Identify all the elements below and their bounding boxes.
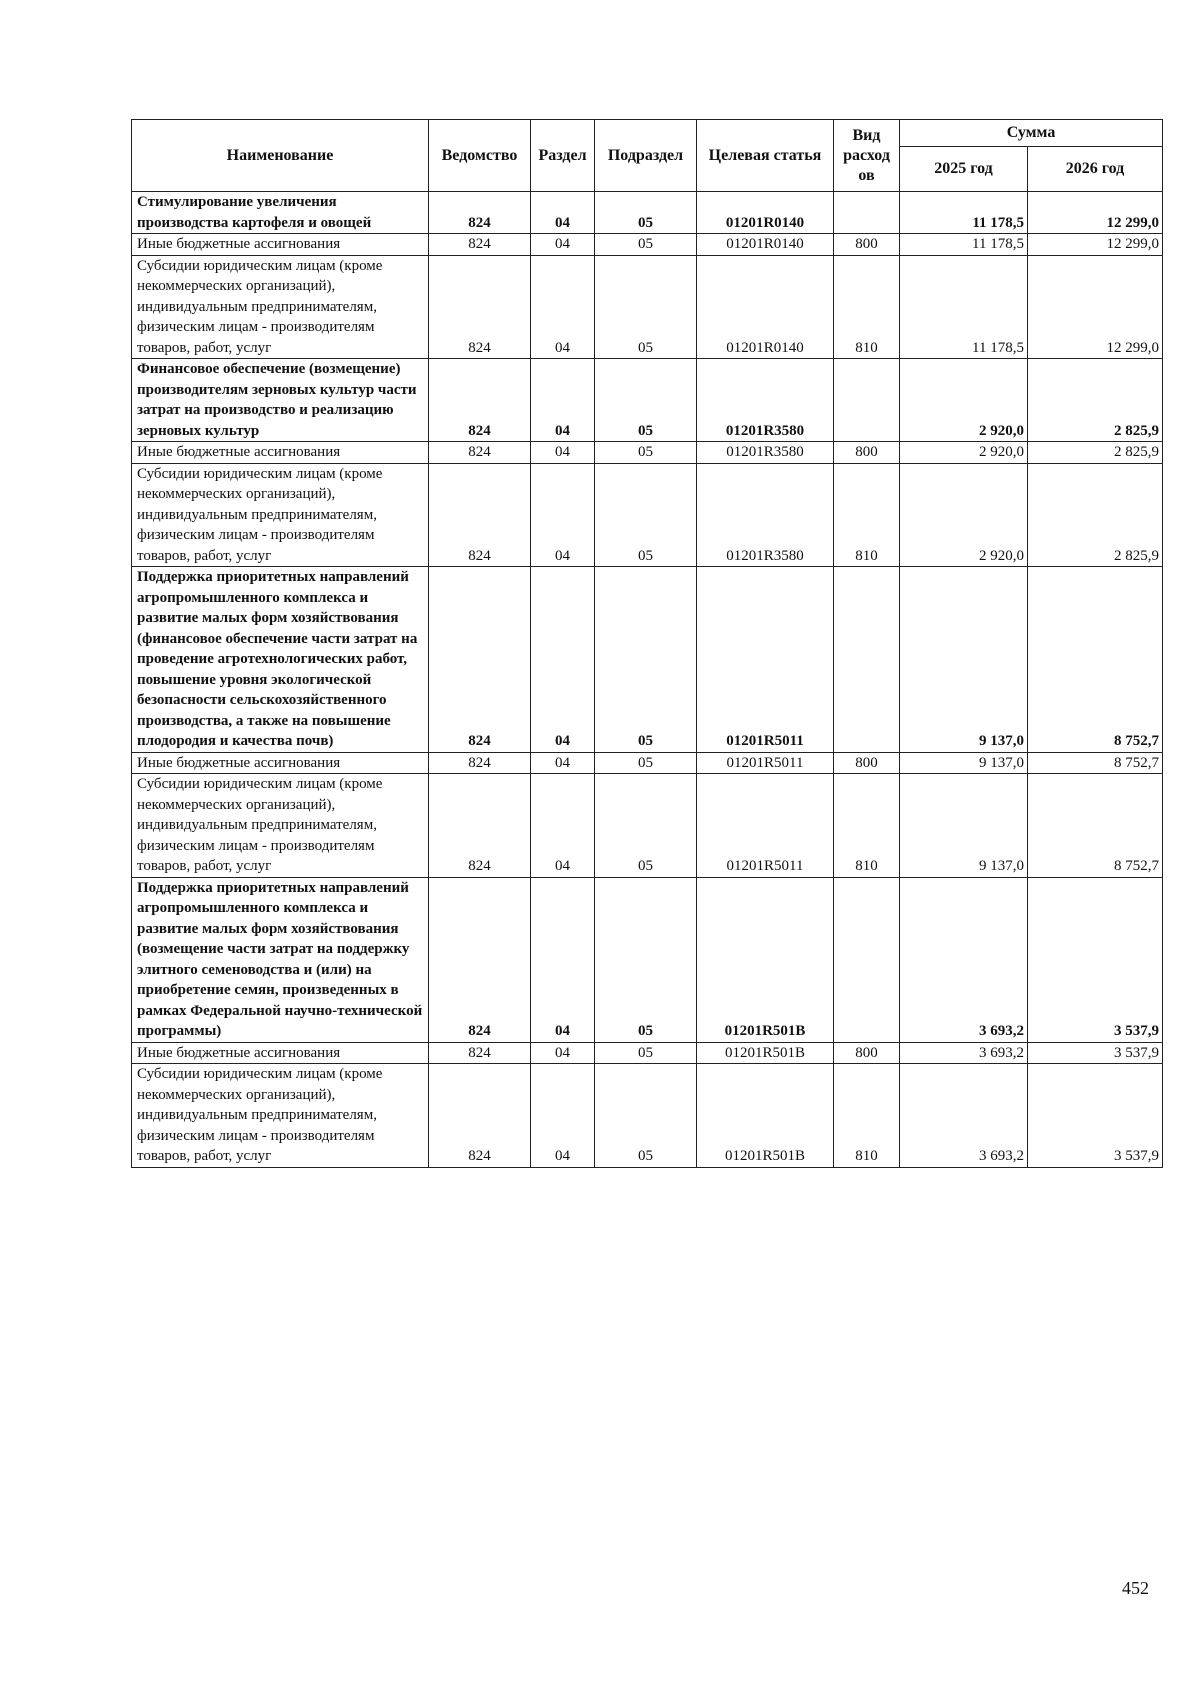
cell-sum-2026: 12 299,0 (1028, 234, 1163, 256)
header-year-2025: 2025 год (900, 147, 1028, 192)
cell-sum-2025: 2 920,0 (900, 463, 1028, 567)
cell-subsection: 05 (595, 1064, 697, 1168)
cell-subsection: 05 (595, 877, 697, 1042)
cell-target-article: 01201R0140 (697, 255, 834, 359)
cell-sum-2026: 3 537,9 (1028, 1042, 1163, 1064)
cell-name: Иные бюджетные ассигнования (132, 752, 429, 774)
cell-name: Субсидии юридическим лицам (кроме некоммерческих организаций), индивидуальным предпринимателям, физическим лицам - производителям товаров, работ, услуг (132, 255, 429, 359)
table-body (132, 192, 1163, 1168)
cell-section: 04 (531, 567, 595, 753)
cell-expense-type (834, 359, 900, 442)
table-row (132, 442, 1163, 464)
cell-expense-type (834, 877, 900, 1042)
cell-name: Иные бюджетные ассигнования (132, 234, 429, 256)
cell-section: 04 (531, 877, 595, 1042)
table-row (132, 359, 1163, 442)
cell-name: Иные бюджетные ассигнования (132, 442, 429, 464)
cell-sum-2025: 3 693,2 (900, 1064, 1028, 1168)
header-department: Ведомство (429, 120, 531, 192)
cell-department: 824 (429, 567, 531, 753)
table-row (132, 877, 1163, 1042)
cell-target-article: 01201R3580 (697, 463, 834, 567)
cell-name: Финансовое обеспечение (возмещение) производителям зерновых культур части затрат на производство и реализацию зерновых культур (132, 359, 429, 442)
header-subsection: Подраздел (595, 120, 697, 192)
cell-target-article: 01201R5011 (697, 752, 834, 774)
cell-sum-2025: 9 137,0 (900, 567, 1028, 753)
header-sum: Сумма (900, 120, 1163, 147)
budget-table (131, 119, 1163, 1168)
header-year-2026: 2026 год (1028, 147, 1163, 192)
cell-department: 824 (429, 192, 531, 234)
cell-sum-2026: 12 299,0 (1028, 255, 1163, 359)
cell-expense-type: 800 (834, 752, 900, 774)
cell-expense-type: 810 (834, 1064, 900, 1168)
cell-sum-2026: 8 752,7 (1028, 752, 1163, 774)
cell-target-article: 01201R0140 (697, 234, 834, 256)
cell-expense-type (834, 192, 900, 234)
table-row (132, 567, 1163, 753)
cell-name: Субсидии юридическим лицам (кроме некоммерческих организаций), индивидуальным предпринимателям, физическим лицам - производителям товаров, работ, услуг (132, 463, 429, 567)
cell-name: Стимулирование увеличения производства картофеля и овощей (132, 192, 429, 234)
cell-expense-type: 800 (834, 442, 900, 464)
cell-section: 04 (531, 1042, 595, 1064)
cell-department: 824 (429, 774, 531, 878)
cell-sum-2026: 2 825,9 (1028, 463, 1163, 567)
cell-sum-2025: 2 920,0 (900, 442, 1028, 464)
cell-target-article: 01201R3580 (697, 359, 834, 442)
header-name: Наименование (132, 120, 429, 192)
cell-sum-2026: 8 752,7 (1028, 774, 1163, 878)
header-expense-type: Вид расход ов (834, 120, 900, 192)
table-row (132, 752, 1163, 774)
cell-subsection: 05 (595, 774, 697, 878)
cell-subsection: 05 (595, 567, 697, 753)
cell-department: 824 (429, 359, 531, 442)
cell-sum-2026: 3 537,9 (1028, 877, 1163, 1042)
cell-subsection: 05 (595, 442, 697, 464)
cell-expense-type: 800 (834, 234, 900, 256)
cell-expense-type: 810 (834, 255, 900, 359)
cell-section: 04 (531, 359, 595, 442)
header-target-article: Целевая статья (697, 120, 834, 192)
cell-target-article: 01201R501B (697, 1042, 834, 1064)
table-row (132, 463, 1163, 567)
cell-sum-2025: 9 137,0 (900, 752, 1028, 774)
cell-name: Субсидии юридическим лицам (кроме некоммерческих организаций), индивидуальным предпринимателям, физическим лицам - производителям товаров, работ, услуг (132, 1064, 429, 1168)
cell-section: 04 (531, 255, 595, 359)
cell-expense-type: 810 (834, 774, 900, 878)
cell-sum-2026: 8 752,7 (1028, 567, 1163, 753)
table-header (132, 120, 1163, 192)
cell-sum-2026: 3 537,9 (1028, 1064, 1163, 1168)
cell-expense-type (834, 567, 900, 753)
cell-subsection: 05 (595, 1042, 697, 1064)
table-row (132, 255, 1163, 359)
cell-target-article: 01201R501B (697, 877, 834, 1042)
cell-department: 824 (429, 877, 531, 1042)
cell-section: 04 (531, 774, 595, 878)
cell-sum-2025: 11 178,5 (900, 255, 1028, 359)
cell-target-article: 01201R5011 (697, 567, 834, 753)
table-row (132, 192, 1163, 234)
cell-target-article: 01201R3580 (697, 442, 834, 464)
cell-expense-type: 800 (834, 1042, 900, 1064)
cell-sum-2026: 2 825,9 (1028, 359, 1163, 442)
cell-name: Поддержка приоритетных направлений агропромышленного комплекса и развитие малых форм хозяйствования (финансовое обеспечение части затрат на проведение агротехнологических работ, повышение уровня экологической безопасности сельскохозяйственного производства, а также на повышение плодородия и качества почв) (132, 567, 429, 753)
cell-department: 824 (429, 1064, 531, 1168)
cell-sum-2025: 3 693,2 (900, 1042, 1028, 1064)
cell-subsection: 05 (595, 463, 697, 567)
cell-sum-2025: 9 137,0 (900, 774, 1028, 878)
header-section: Раздел (531, 120, 595, 192)
cell-name: Субсидии юридическим лицам (кроме некоммерческих организаций), индивидуальным предпринимателям, физическим лицам - производителям товаров, работ, услуг (132, 774, 429, 878)
cell-target-article: 01201R0140 (697, 192, 834, 234)
cell-sum-2025: 3 693,2 (900, 877, 1028, 1042)
cell-subsection: 05 (595, 359, 697, 442)
cell-department: 824 (429, 1042, 531, 1064)
cell-department: 824 (429, 463, 531, 567)
cell-sum-2025: 2 920,0 (900, 359, 1028, 442)
cell-target-article: 01201R5011 (697, 774, 834, 878)
cell-subsection: 05 (595, 255, 697, 359)
cell-subsection: 05 (595, 752, 697, 774)
cell-subsection: 05 (595, 234, 697, 256)
cell-sum-2025: 11 178,5 (900, 234, 1028, 256)
cell-department: 824 (429, 442, 531, 464)
page-number: 452 (1122, 1578, 1149, 1598)
cell-sum-2025: 11 178,5 (900, 192, 1028, 234)
table-row (132, 1064, 1163, 1168)
cell-target-article: 01201R501B (697, 1064, 834, 1168)
cell-section: 04 (531, 442, 595, 464)
cell-subsection: 05 (595, 192, 697, 234)
cell-department: 824 (429, 752, 531, 774)
table-row (132, 774, 1163, 878)
cell-section: 04 (531, 234, 595, 256)
cell-department: 824 (429, 234, 531, 256)
table-row (132, 234, 1163, 256)
cell-section: 04 (531, 192, 595, 234)
table-row (132, 1042, 1163, 1064)
cell-section: 04 (531, 752, 595, 774)
cell-name: Иные бюджетные ассигнования (132, 1042, 429, 1064)
cell-section: 04 (531, 463, 595, 567)
cell-name: Поддержка приоритетных направлений агропромышленного комплекса и развитие малых форм хозяйствования (возмещение части затрат на поддержку элитного семеноводства и (или) на приобретение семян, произведенных в рамках Федеральной научно-технической программы) (132, 877, 429, 1042)
cell-expense-type: 810 (834, 463, 900, 567)
cell-section: 04 (531, 1064, 595, 1168)
cell-sum-2026: 12 299,0 (1028, 192, 1163, 234)
cell-sum-2026: 2 825,9 (1028, 442, 1163, 464)
cell-department: 824 (429, 255, 531, 359)
